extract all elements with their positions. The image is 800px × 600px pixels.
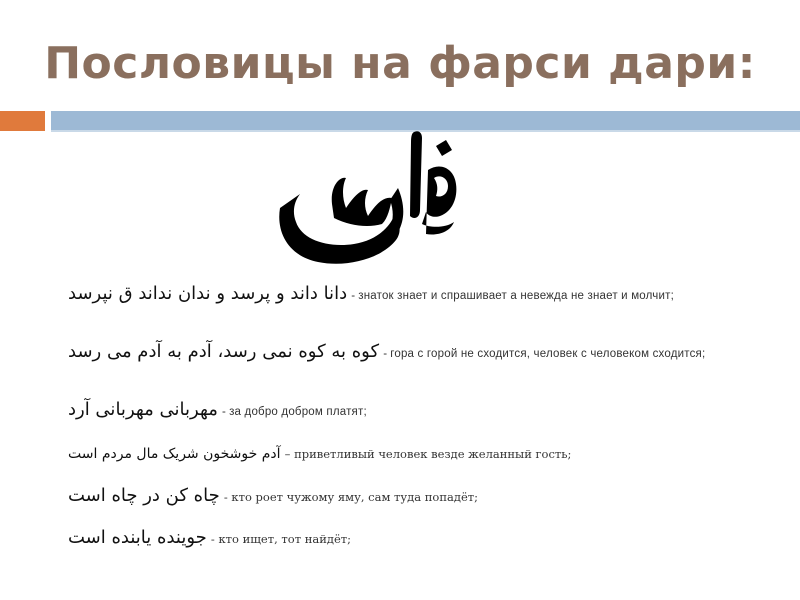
proverb-3-translation: - за добро добром платят; — [222, 406, 367, 418]
proverb-4 — [68, 444, 728, 465]
proverb-1-translation: - знаток знает и спрашивает а невежда не знает и молчит; — [351, 290, 674, 302]
slide-title: Пословицы на фарси дари: — [44, 38, 756, 89]
proverb-3 — [68, 400, 728, 422]
farsi-calligraphy-logo — [270, 112, 460, 268]
proverb-2-translation: - гора с горой не сходится, человек с человеком сходится; — [383, 348, 706, 360]
proverb-6-farsi: جوینده یابنده است — [68, 527, 207, 548]
proverb-3-farsi: مهربانی مهربانی آرد — [68, 399, 218, 420]
proverb-5-farsi: چاه کن در چاه است — [68, 485, 220, 506]
proverb-2 — [68, 342, 728, 364]
proverb-6-translation: - кто ищет, тот найдёт; — [210, 532, 352, 546]
proverb-1-farsi: دانا داند و پرسد و ندان نداند ق نپرسد — [68, 283, 348, 304]
proverb-2-farsi: کوه به کوه نمی رسد، آدم به آدم می رسد — [68, 341, 380, 362]
proverb-4-farsi: آدم خوشخون شریک مال مردم است — [68, 446, 281, 462]
proverb-5-translation: - кто роет чужому яму, сам туда попадёт; — [223, 490, 479, 504]
proverb-1 — [68, 284, 728, 306]
proverb-5 — [68, 486, 728, 508]
proverb-6 — [68, 528, 728, 550]
accent-bar-orange — [0, 111, 45, 131]
proverb-4-translation: – приветливый человек везде желанный гость; — [284, 447, 572, 461]
